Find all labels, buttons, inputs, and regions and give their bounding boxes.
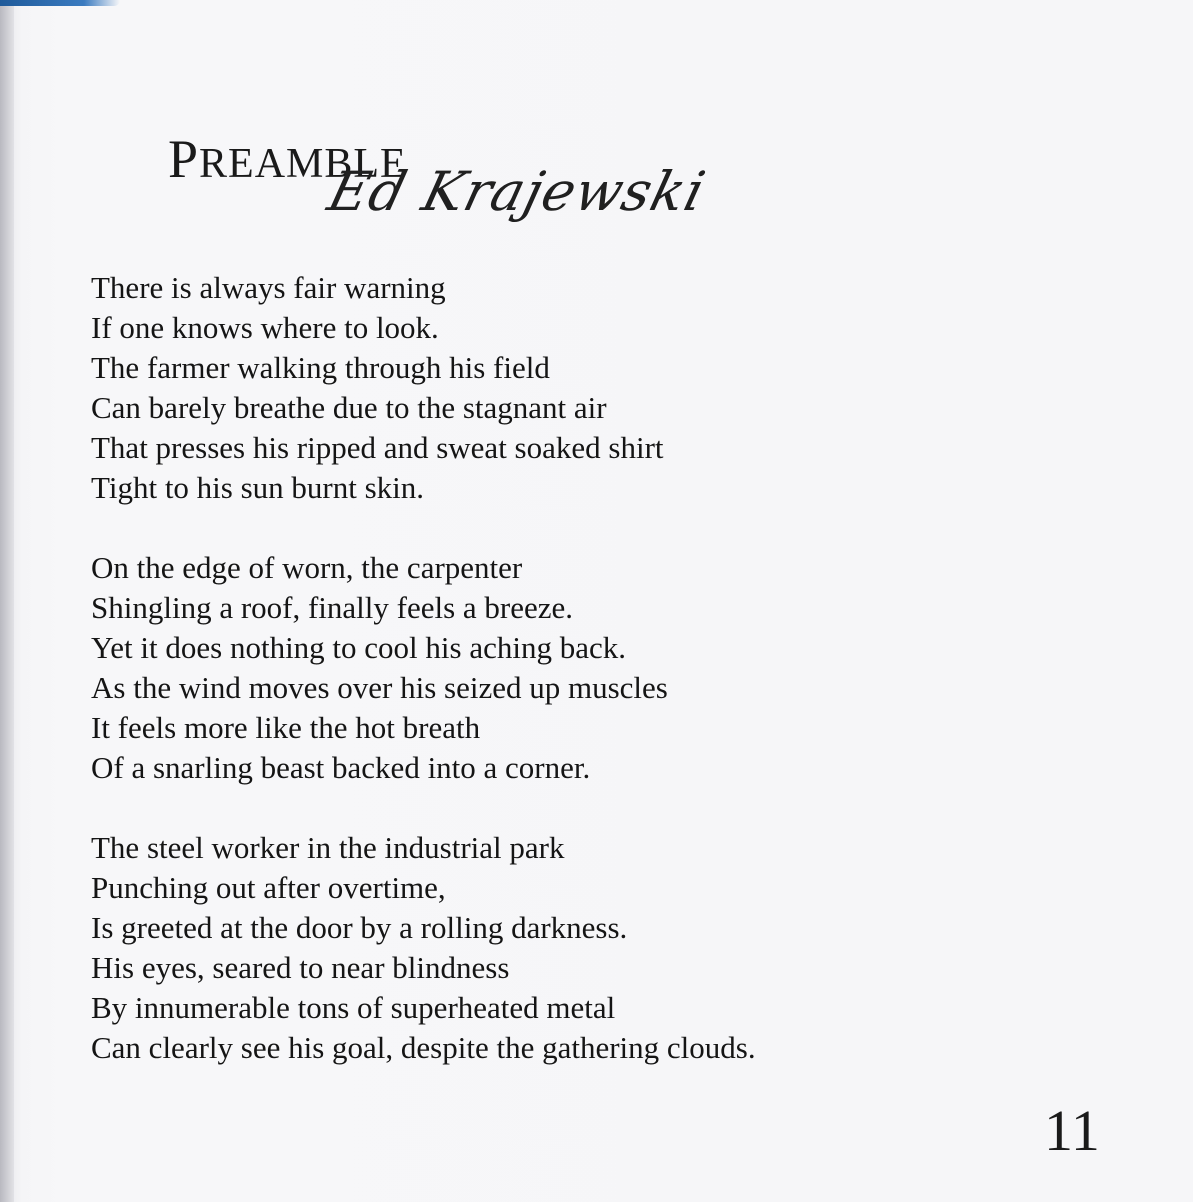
poem-line: Can barely breathe due to the stagnant air xyxy=(91,390,607,425)
poem-line: His eyes, seared to near blindness xyxy=(91,950,510,985)
top-color-stripe xyxy=(0,0,120,6)
poem-author: Ed Krajewski xyxy=(322,160,712,223)
poem-line: That presses his ripped and sweat soaked shirt xyxy=(91,430,664,465)
poem-line: The farmer walking through his field xyxy=(91,350,550,385)
poem-line: There is always fair warning xyxy=(91,270,446,305)
poem-line: Can clearly see his goal, despite the gathering clouds. xyxy=(91,1030,756,1065)
poem-line: Of a snarling beast backed into a corner. xyxy=(91,750,591,785)
stanza xyxy=(91,268,971,508)
poem-line: Yet it does nothing to cool his aching back. xyxy=(91,630,626,665)
poem-title-rest: REAMBLE xyxy=(199,141,407,187)
poem-line: By innumerable tons of superheated metal xyxy=(91,990,616,1025)
poem-body xyxy=(91,268,971,1108)
binding-shadow xyxy=(0,0,14,1202)
page-number: 11 xyxy=(1044,1098,1100,1163)
poem-line: On the edge of worn, the carpenter xyxy=(91,550,523,585)
poem-line: Is greeted at the door by a rolling darkness. xyxy=(91,910,628,945)
poem-title-initial: P xyxy=(168,129,200,189)
poem-line: Tight to his sun burnt skin. xyxy=(91,470,425,505)
stanza xyxy=(91,828,971,1068)
poem-line: If one knows where to look. xyxy=(91,310,439,345)
poem-line: It feels more like the hot breath xyxy=(91,710,481,745)
poem-line: Shingling a roof, finally feels a breeze. xyxy=(91,590,574,625)
stanza xyxy=(91,548,971,788)
poem-line: Punching out after overtime, xyxy=(91,870,446,905)
poem-line: The steel worker in the industrial park xyxy=(91,830,565,865)
poem-line: As the wind moves over his seized up muscles xyxy=(91,670,668,705)
